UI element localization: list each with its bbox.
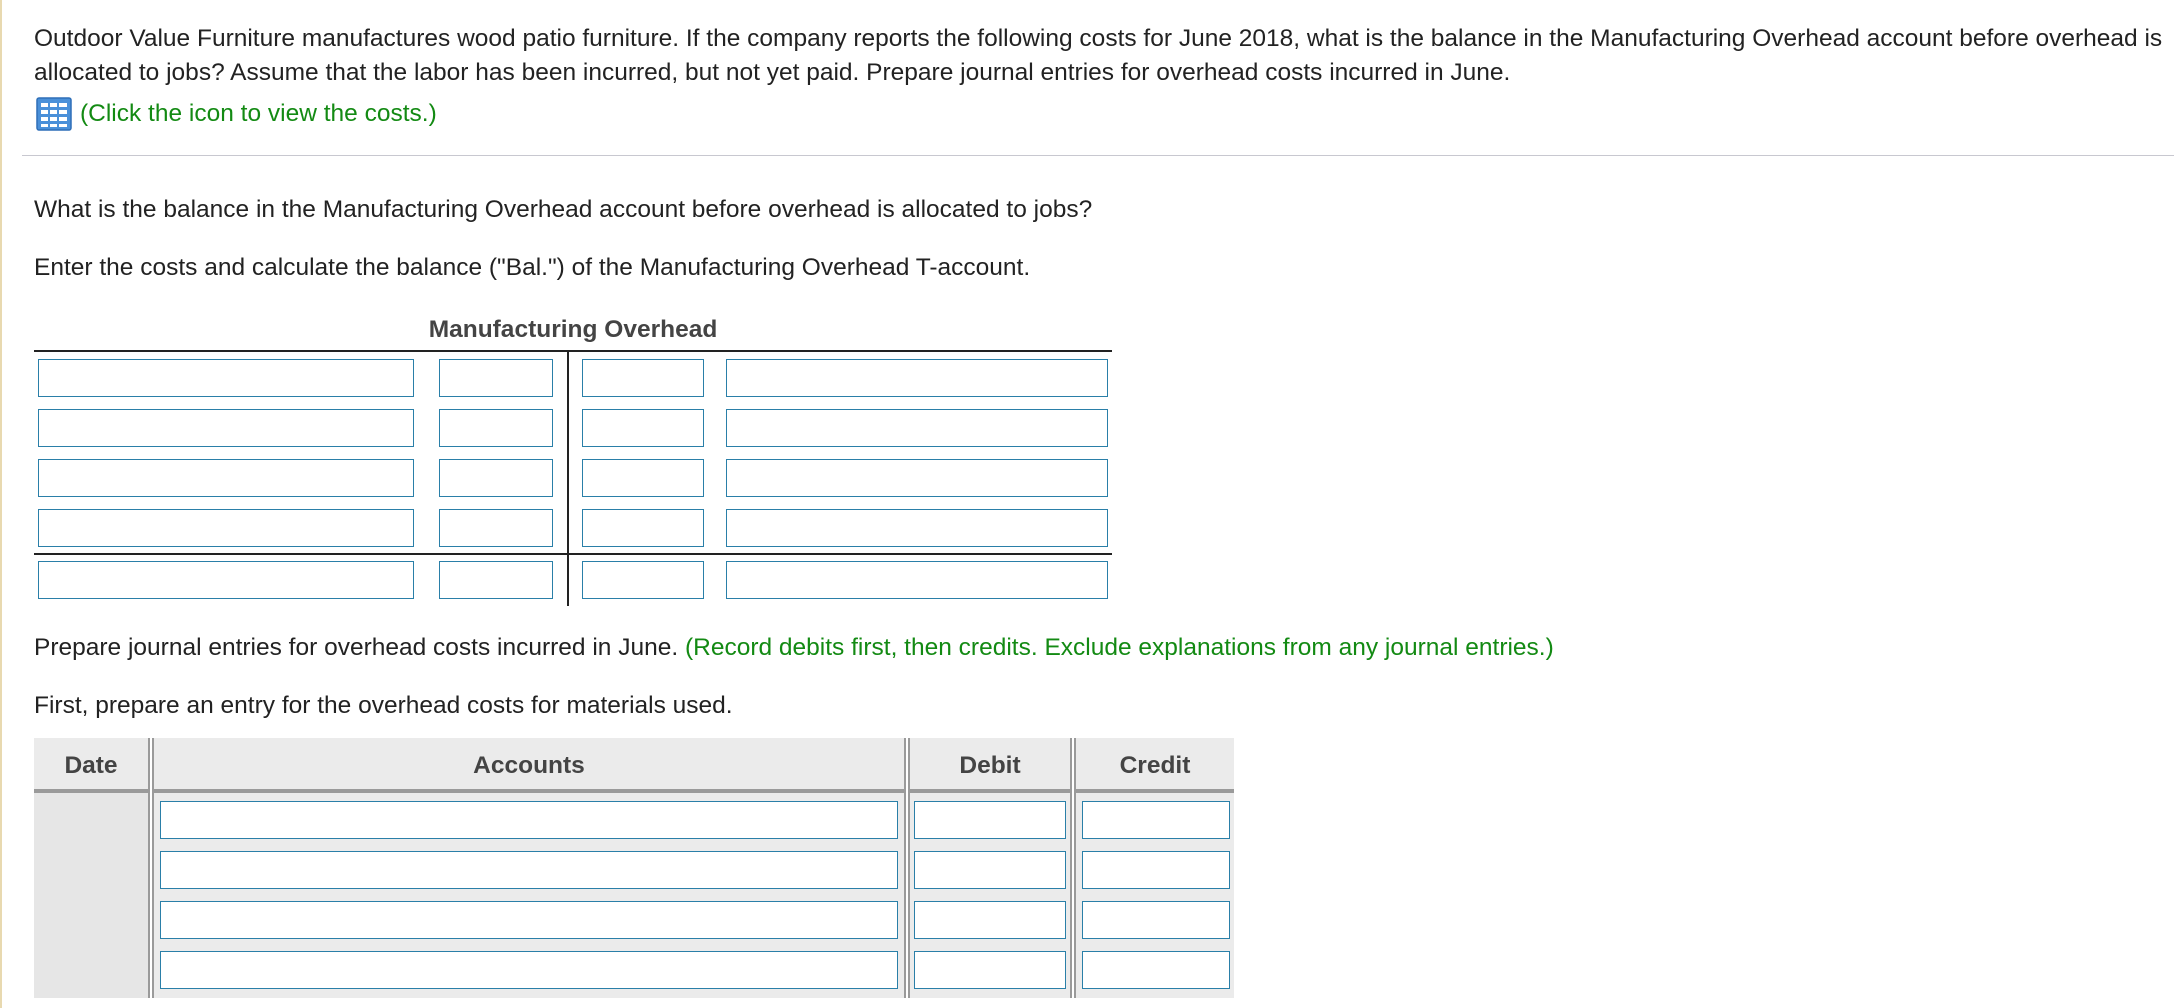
t-credit-account-input[interactable] <box>726 509 1108 547</box>
journal-debit-input[interactable] <box>914 801 1066 839</box>
t-credit-account-input[interactable] <box>726 359 1108 397</box>
t-balance-credit-label-input[interactable] <box>726 561 1108 599</box>
journal-debit-input[interactable] <box>914 851 1066 889</box>
t-credit-amount-input[interactable] <box>582 509 704 547</box>
t-account-center-line <box>567 352 569 606</box>
journal-instruction-text: Prepare journal entries for overhead costs incurred in June. <box>34 634 679 661</box>
column-header-debit: Debit <box>910 738 1070 793</box>
t-debit-account-input[interactable] <box>38 359 414 397</box>
t-balance-debit-input[interactable] <box>439 561 553 599</box>
view-costs-link[interactable] <box>36 97 437 131</box>
journal-account-input[interactable] <box>160 901 898 939</box>
column-separator <box>904 738 910 998</box>
problem-statement-block <box>34 22 2164 90</box>
section-divider <box>22 155 2174 156</box>
journal-debit-input[interactable] <box>914 901 1066 939</box>
journal-credit-input[interactable] <box>1082 901 1230 939</box>
journal-credit-input[interactable] <box>1082 951 1230 989</box>
column-header-date: Date <box>34 738 148 793</box>
t-debit-amount-input[interactable] <box>439 509 553 547</box>
t-account-balance-line <box>34 553 1112 555</box>
problem-statement: Outdoor Value Furniture manufactures wood patio furniture. If the company reports the following costs for June 2018, what is the balance in the Manufacturing Overhead account before overhead is allocated to jobs? Assume that the labor has been incurred, but not yet paid. Prepare journal entries for overhead costs incurred in June. <box>34 25 2163 86</box>
journal-instruction-note: (Record debits first, then credits. Exclude explanations from any journal entries.) <box>684 634 1554 661</box>
journal-account-input[interactable] <box>160 851 898 889</box>
journal-account-input[interactable] <box>160 801 898 839</box>
t-account-instruction: Enter the costs and calculate the balance ("Bal.") of the Manufacturing Overhead T-account. <box>34 254 1031 281</box>
journal-instruction <box>34 634 1554 662</box>
t-debit-account-input[interactable] <box>38 409 414 447</box>
t-debit-account-input[interactable] <box>38 459 414 497</box>
column-separator <box>1070 738 1076 998</box>
t-credit-account-input[interactable] <box>726 409 1108 447</box>
t-debit-amount-input[interactable] <box>439 359 553 397</box>
t-credit-account-input[interactable] <box>726 459 1108 497</box>
t-account-top-line <box>34 350 1112 352</box>
table-grid-icon[interactable] <box>36 97 72 131</box>
t-credit-amount-input[interactable] <box>582 359 704 397</box>
column-header-accounts: Accounts <box>154 738 904 793</box>
journal-debit-input[interactable] <box>914 951 1066 989</box>
t-debit-amount-input[interactable] <box>439 409 553 447</box>
journal-credit-input[interactable] <box>1082 801 1230 839</box>
t-credit-amount-input[interactable] <box>582 409 704 447</box>
balance-question: What is the balance in the Manufacturing Overhead account before overhead is allocated to jobs? <box>34 196 1093 223</box>
t-balance-credit-input[interactable] <box>582 561 704 599</box>
column-separator <box>148 738 154 998</box>
t-balance-label-input[interactable] <box>38 561 414 599</box>
first-entry-instruction: First, prepare an entry for the overhead costs for materials used. <box>34 692 733 719</box>
column-header-credit: Credit <box>1076 738 1234 793</box>
t-debit-amount-input[interactable] <box>439 459 553 497</box>
view-costs-link-label[interactable]: (Click the icon to view the costs.) <box>80 100 437 127</box>
t-credit-amount-input[interactable] <box>582 459 704 497</box>
t-debit-account-input[interactable] <box>38 509 414 547</box>
t-account-title: Manufacturing Overhead <box>428 316 718 343</box>
left-edge-rule <box>0 0 2 1008</box>
journal-account-input[interactable] <box>160 951 898 989</box>
journal-credit-input[interactable] <box>1082 851 1230 889</box>
date-column-body <box>34 793 148 998</box>
